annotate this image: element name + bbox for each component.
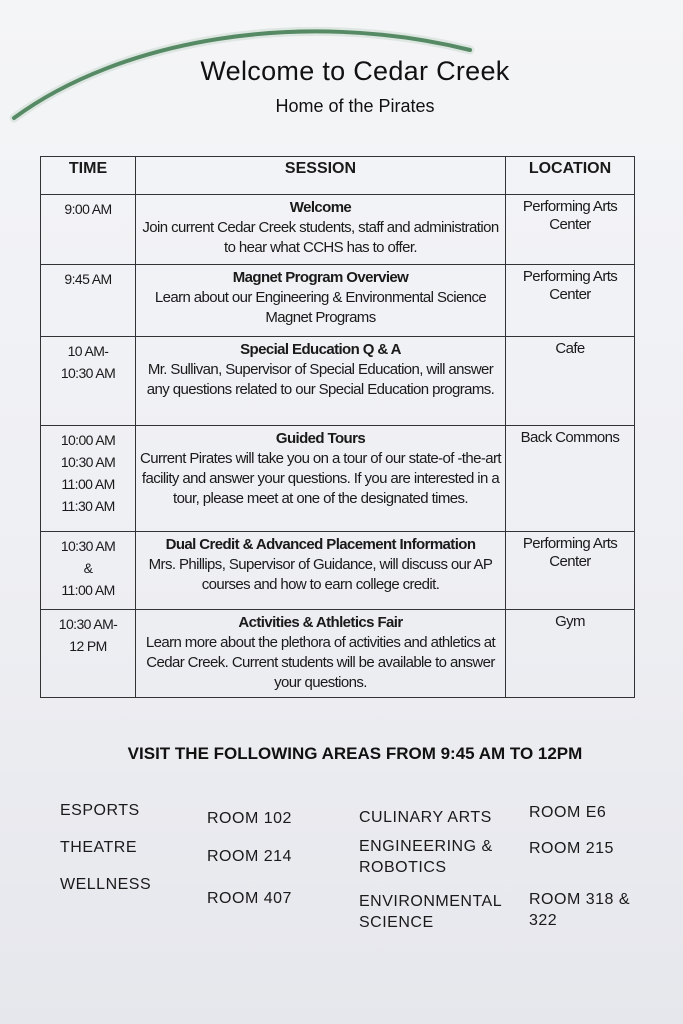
time-column-header: TIME: [41, 157, 136, 195]
area-room: ROOM 214: [207, 848, 292, 865]
time-text: 10:30 AM: [60, 454, 116, 470]
time-text: 11:00 AM: [61, 582, 115, 598]
session-title: Special Education Q & A: [240, 341, 401, 358]
time-cell: [41, 532, 136, 610]
time-text: 11:30 AM: [61, 498, 115, 514]
area-room: ROOM 318 & 322: [529, 891, 631, 929]
time-text: 10:30 AM: [60, 538, 116, 554]
session-cell: [136, 532, 506, 610]
area-name: ENVIRONMENTAL SCIENCE: [359, 893, 502, 931]
session-description: Current Pirates will take you on a tour of our state-of -the-art facility and answer your questions. If you are interested in a tour, please meet at one of the designated times.: [140, 450, 501, 507]
location-cell: Back Commons: [506, 426, 635, 532]
session-cell: [136, 426, 506, 532]
session-title: Activities & Athletics Fair: [238, 614, 403, 631]
location-cell: Performing Arts Center: [506, 265, 635, 337]
session-cell: [136, 337, 506, 426]
time-cell: [41, 426, 136, 532]
session-description: Mrs. Phillips, Supervisor of Guidance, will discuss our AP courses and how to earn college credit.: [148, 556, 493, 593]
area-name: ESPORTS: [60, 802, 140, 819]
page-subtitle: Home of the Pirates: [275, 96, 435, 116]
area-name: THEATRE: [60, 839, 137, 856]
time-text: &: [83, 560, 93, 576]
session-cell: [136, 610, 506, 698]
time-text: 11:00 AM: [61, 476, 115, 492]
page-title: Welcome to Cedar Creek: [200, 56, 510, 86]
time-cell: [41, 195, 136, 265]
area-room: ROOM 102: [207, 810, 292, 827]
time-text: 12 PM: [69, 638, 107, 654]
location-column-header: LOCATION: [506, 157, 635, 195]
time-text: 10:00 AM: [60, 432, 116, 448]
schedule-header-row: [41, 157, 635, 195]
schedule-row: [41, 610, 635, 698]
time-cell: [41, 337, 136, 426]
time-text: 10:30 AM-: [58, 616, 118, 632]
time-text: 9:00 AM: [64, 201, 112, 217]
time-text: 10:30 AM: [60, 365, 116, 381]
session-cell: [136, 265, 506, 337]
session-column-header: SESSION: [136, 157, 506, 195]
session-title: Magnet Program Overview: [232, 269, 409, 286]
location-cell: Performing Arts Center: [506, 532, 635, 610]
schedule-row: [41, 532, 635, 610]
area-room: ROOM E6: [529, 804, 607, 821]
session-description: Mr. Sullivan, Supervisor of Special Education, will answer any questions related to our Special Education programs.: [146, 361, 495, 398]
schedule-row: [41, 195, 635, 265]
location-cell: Gym: [506, 610, 635, 698]
time-text: 10 AM-: [67, 343, 109, 359]
time-text: 9:45 AM: [64, 271, 112, 287]
session-description: Join current Cedar Creek students, staff and administration to hear what CCHS has to offer.: [142, 219, 499, 256]
session-description: Learn more about the plethora of activities and athletics at Cedar Creek. Current students will be available to answer your questions.: [145, 634, 496, 691]
time-cell: [41, 610, 136, 698]
schedule-row: [41, 426, 635, 532]
time-cell: [41, 265, 136, 337]
session-title: Guided Tours: [275, 430, 366, 447]
location-cell: Cafe: [506, 337, 635, 426]
schedule-table: [40, 156, 635, 698]
session-title: Welcome: [289, 199, 352, 216]
schedule-row: [41, 337, 635, 426]
area-name: CULINARY ARTS: [359, 809, 492, 826]
location-cell: Performing Arts Center: [506, 195, 635, 265]
area-name: ENGINEERING & ROBOTICS: [359, 838, 493, 876]
visit-areas-heading: VISIT THE FOLLOWING AREAS FROM 9:45 AM TO 12PM: [127, 744, 583, 763]
area-room: ROOM 215: [529, 840, 614, 857]
session-cell: [136, 195, 506, 265]
area-room: ROOM 407: [207, 890, 292, 907]
schedule-row: [41, 265, 635, 337]
session-title: Dual Credit & Advanced Placement Information: [165, 536, 476, 553]
session-description: Learn about our Engineering & Environmental Science Magnet Programs: [154, 289, 487, 326]
area-name: WELLNESS: [60, 876, 152, 893]
